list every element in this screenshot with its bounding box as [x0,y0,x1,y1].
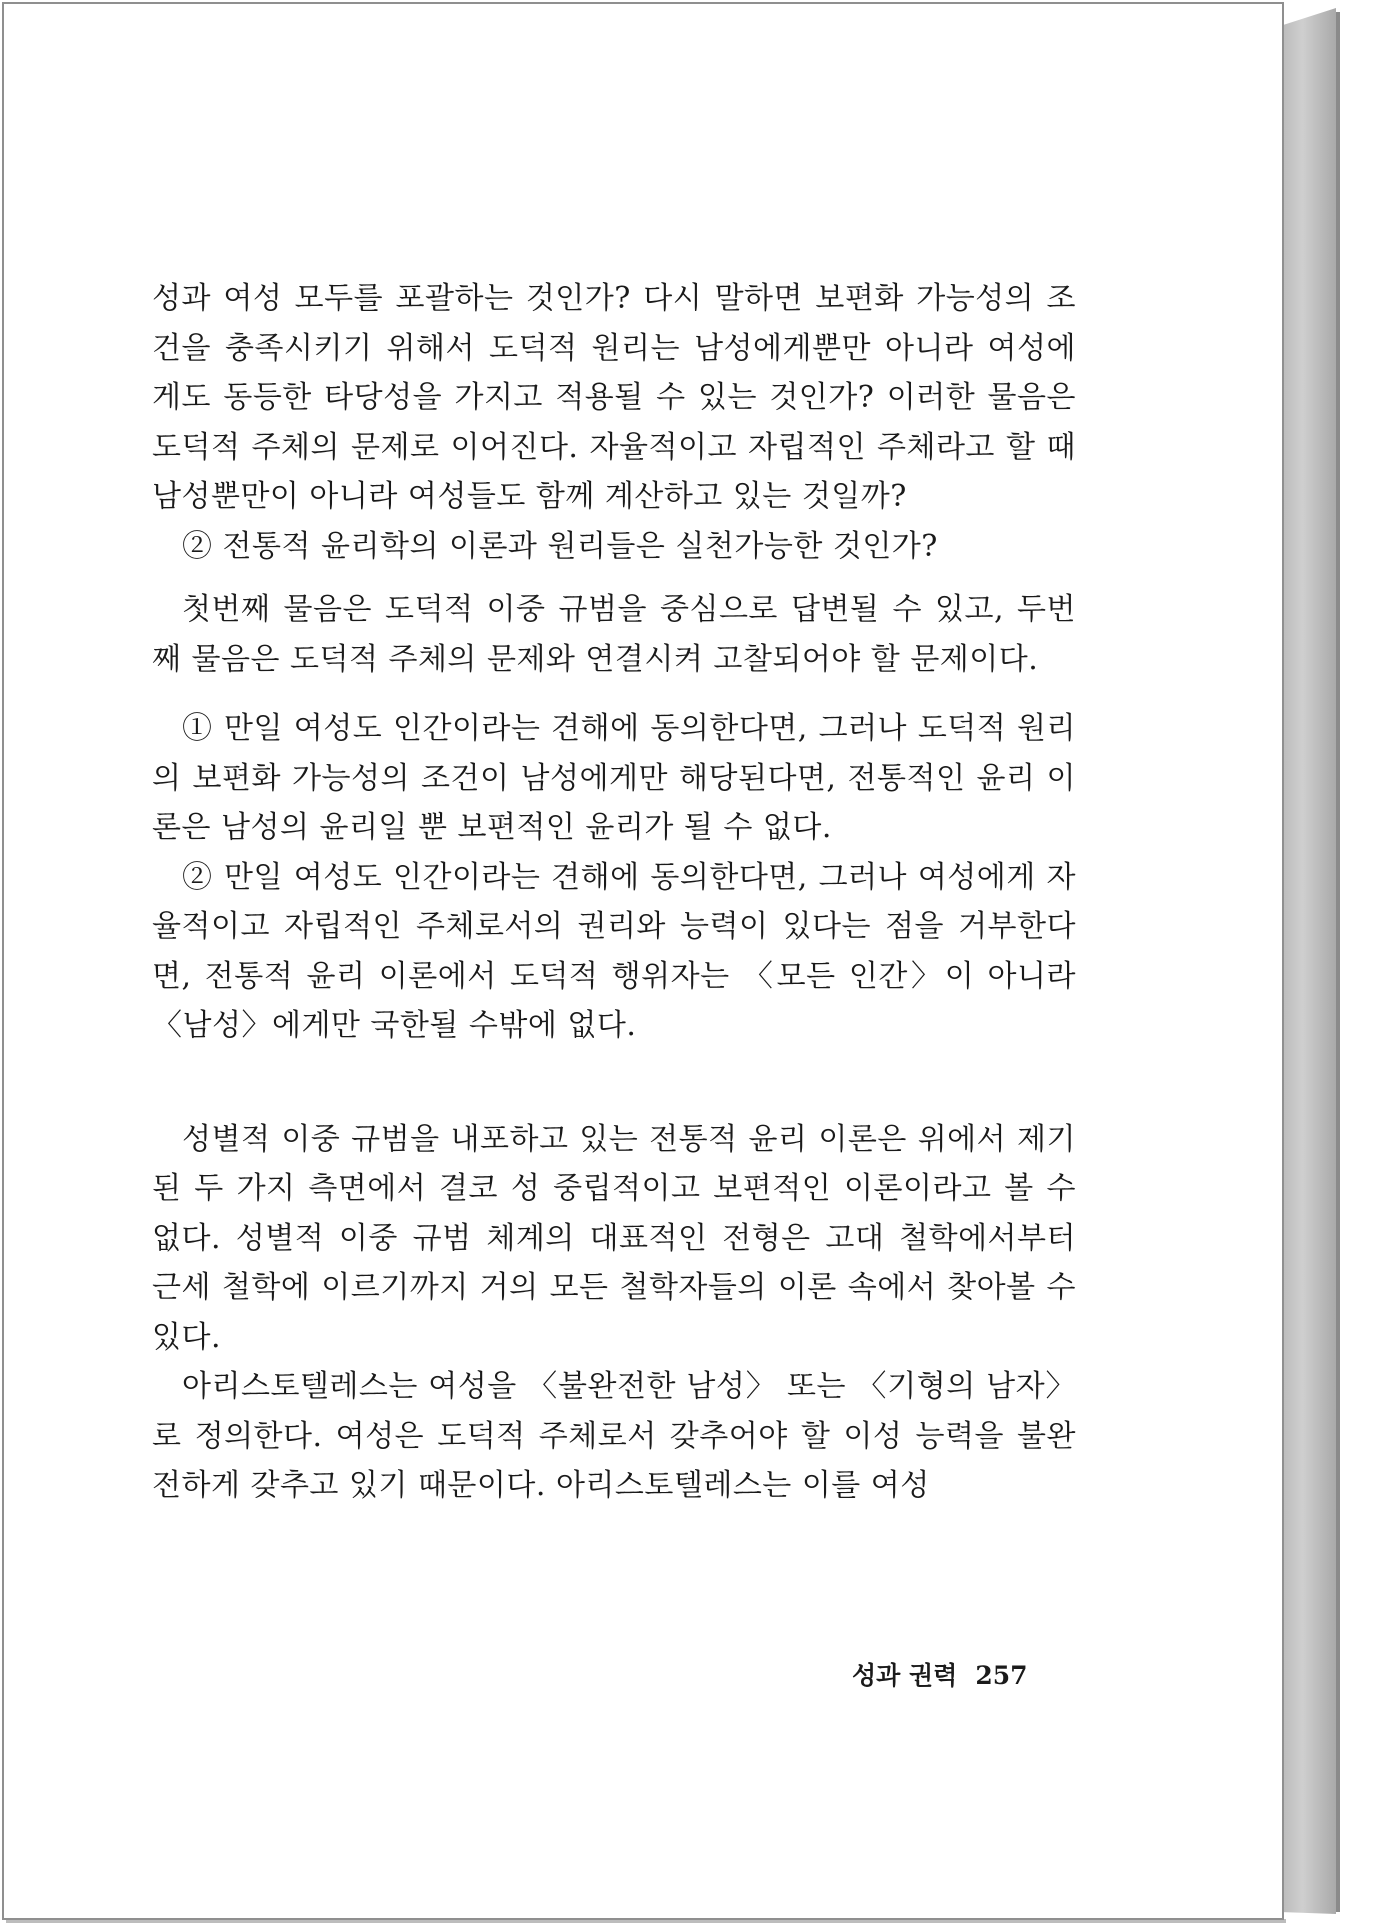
paragraph-2: 첫번째 물음은 도덕적 이중 규범을 중심으로 답변될 수 있고, 두번째 물음은 도덕적 주체의 문제와 연결시켜 고찰되어야 할 문제이다. [152,592,1076,677]
section-gap [152,1051,1076,1115]
page-body [152,274,1076,1511]
paragraph-gap [152,684,1076,704]
paragraph-point-2: ② 만일 여성도 인간이라는 견해에 동의한다면, 그러나 여성에게 자율적이고 자립적인 주체로서의 권리와 능력이 있다는 점을 거부한다면, 전통적 윤리 이론에서 도덕적 행위자는 〈모든 인간〉이 아니라 〈남성〉에게만 국한될 수밖에 없다. [152,859,1076,1043]
page-stack-shadow [1336,12,1340,1912]
running-title: 성과 권력 [852,1661,958,1690]
paragraph-question-2: ② 전통적 윤리학의 이론과 원리들은 실천가능한 것인가? [182,528,938,564]
paragraph-1: 성과 여성 모두를 포괄하는 것인가? 다시 말하면 보편화 가능성의 조건을 충족시키기 위해서 도덕적 원리는 남성에게뿐만 아니라 여성에게도 동등한 타당성을 가지고 적용될 수 있는 것인가? 이러한 물음은 도덕적 주체의 문제로 이어진다. 자율적이고 자립적인 주체라고 할 때 남성뿐만이 아니라 여성들도 함께 계산하고 있는 것일까? [152,281,1076,514]
page-stack-edge [1280,8,1336,1914]
paragraph-4: 아리스토텔레스는 여성을 〈불완전한 남성〉 또는 〈기형의 남자〉로 정의한다. 여성은 도덕적 주체로서 갖추어야 할 이성 능력을 불완전하게 갖추고 있기 때문이다. 아리스토텔레스는 이를 여성 [152,1369,1076,1503]
book-page [2,2,1284,1920]
paragraph-gap [152,571,1076,585]
paragraph-3: 성별적 이중 규범을 내포하고 있는 전통적 윤리 이론은 위에서 제기된 두 가지 측면에서 결코 성 중립적이고 보편적인 이론이라고 볼 수 없다. 성별적 이중 규범 체계의 대표적인 전형은 고대 철학에서부터 근세 철학에 이르기까지 거의 모든 철학자들의 이론 속에서 찾아볼 수 있다. [152,1121,1076,1355]
page-footer [852,1656,1028,1692]
paragraph-point-1: ① 만일 여성도 인간이라는 견해에 동의한다면, 그러나 도덕적 원리의 보편화 가능성의 조건이 남성에게만 해당된다면, 전통적인 윤리 이론은 남성의 윤리일 뿐 보편적인 윤리가 될 수 없다. [152,711,1076,845]
page-number: 257 [975,1661,1028,1690]
